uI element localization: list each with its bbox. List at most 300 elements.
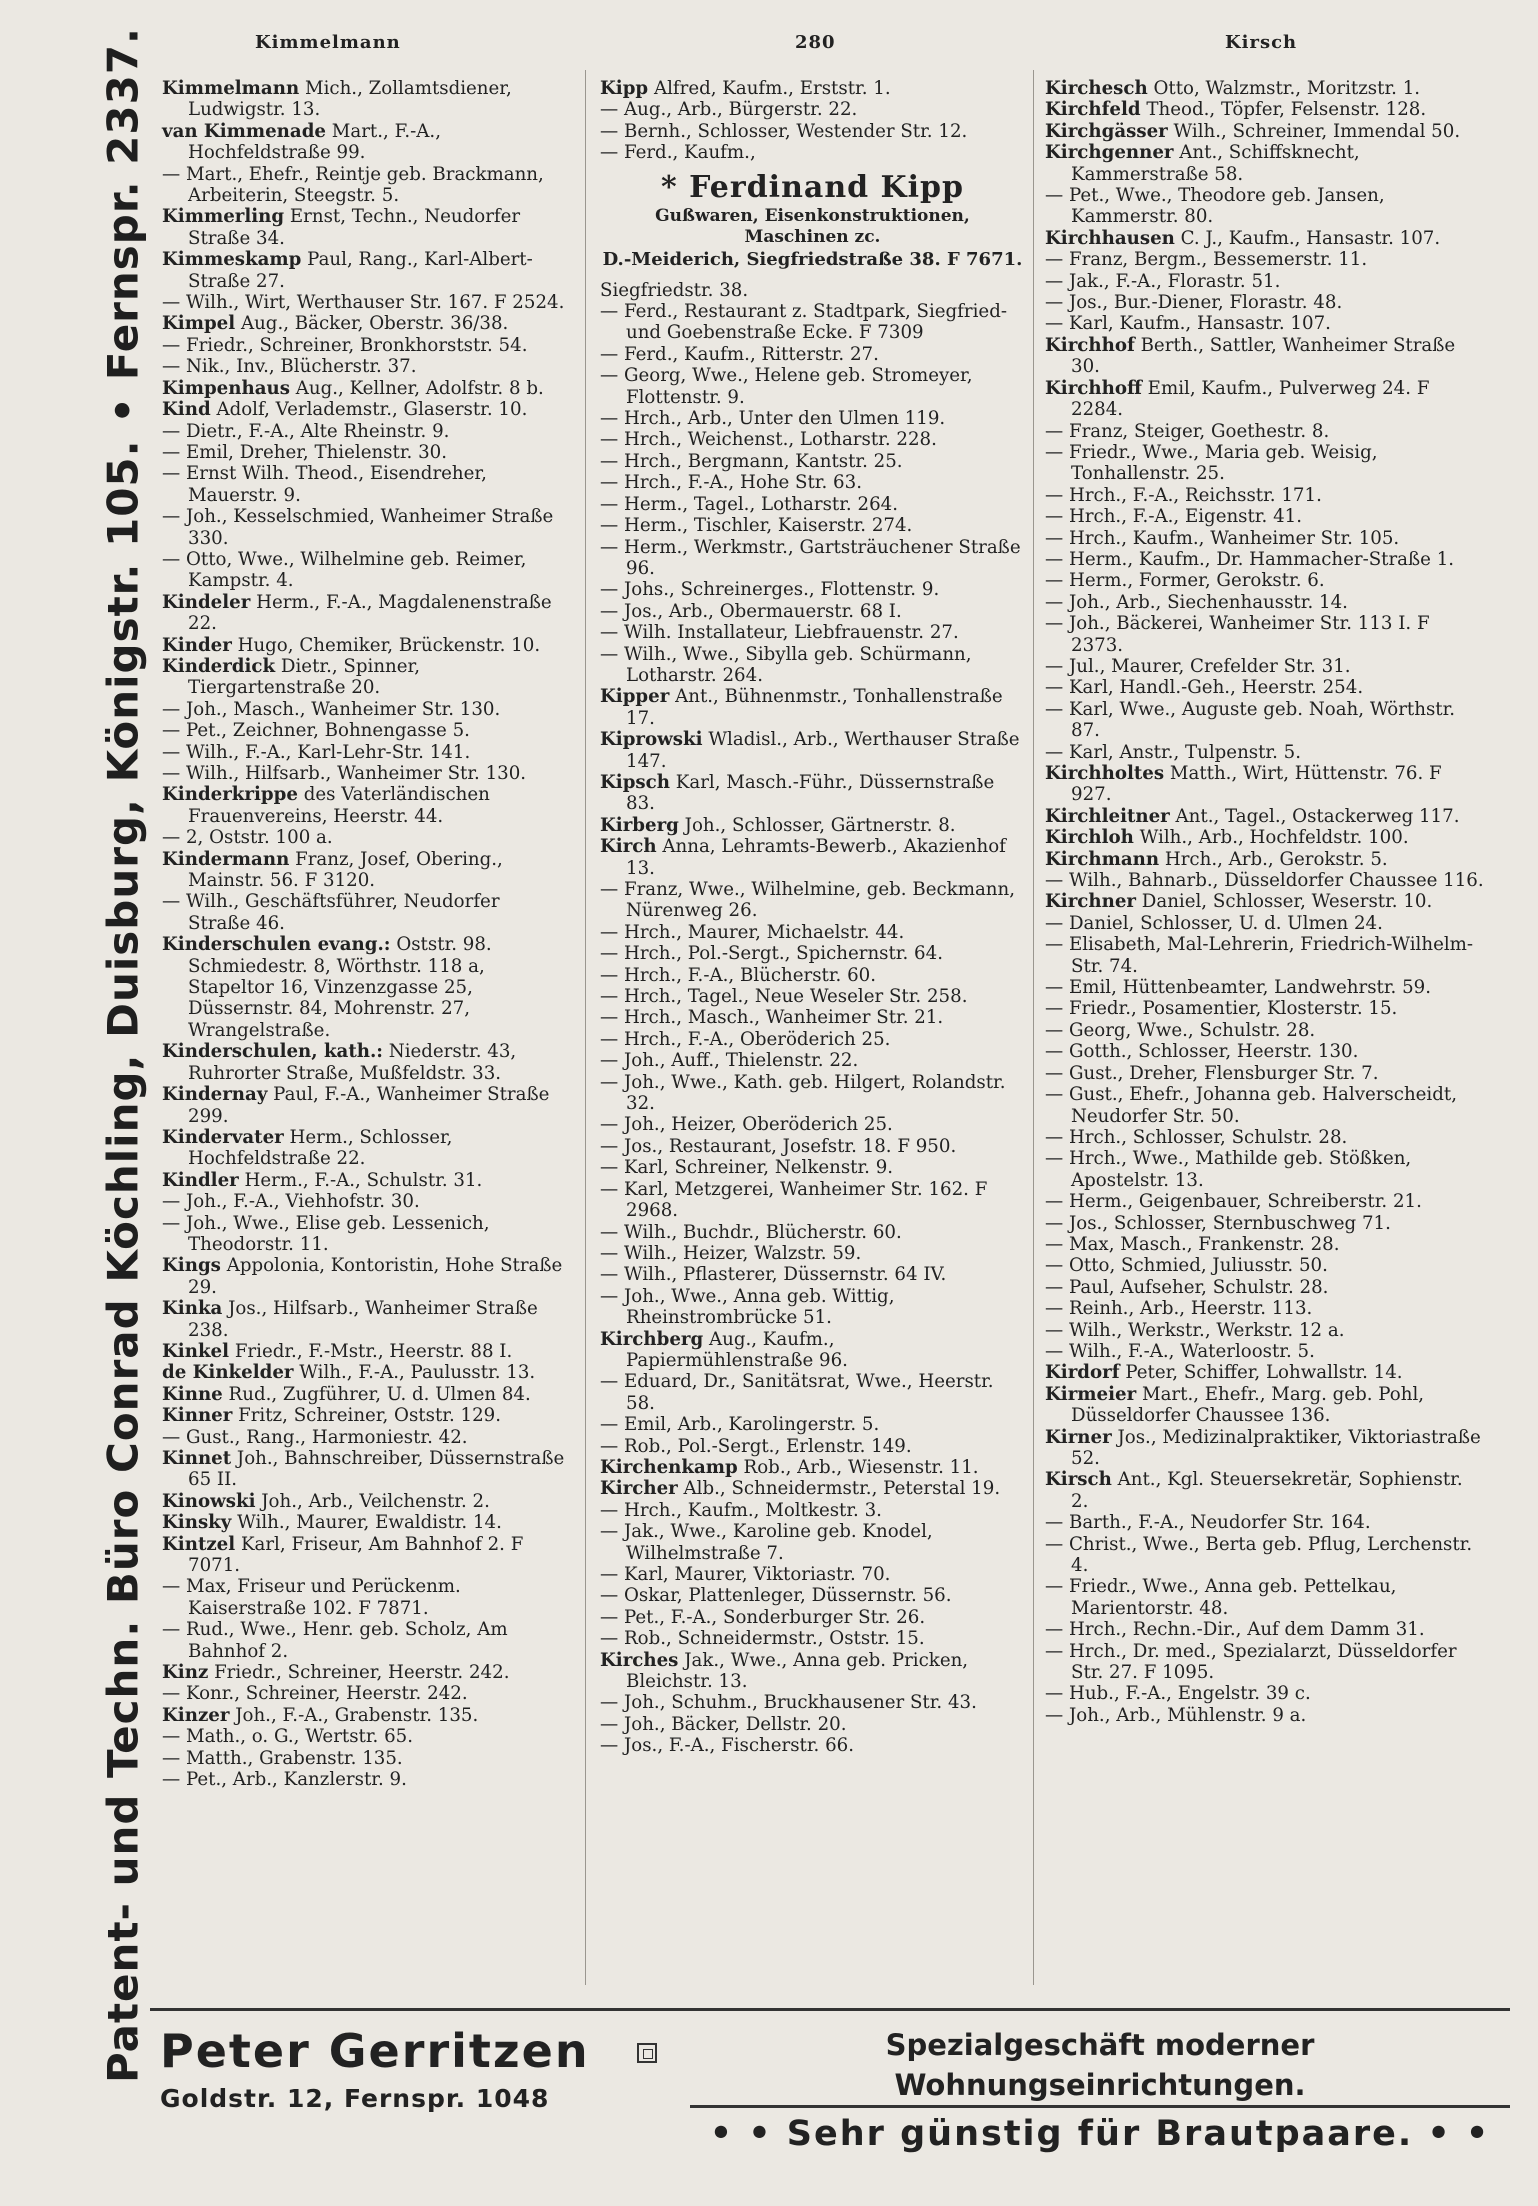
directory-entry — [1045, 1148, 1485, 1191]
directory-entry — [1045, 827, 1485, 848]
entry-surname: Kipsch — [600, 771, 670, 793]
entry-details: — Hrch., F.-A., Blücherstr. 60. — [600, 964, 877, 986]
directory-entry — [1045, 1277, 1485, 1298]
entry-details: — Herm., Tischler, Kaiserstr. 274. — [600, 515, 913, 537]
directory-entry — [162, 292, 567, 313]
kipp-ad-name: * Ferdinand Kipp — [661, 169, 964, 205]
entry-details: — Elisabeth, Mal-Lehrerin, Friedrich-Wilhelm-Str. 74. — [1045, 934, 1474, 977]
directory-entry — [600, 1478, 1025, 1499]
directory-entry — [600, 1286, 1025, 1329]
kipp-ad-address: D.-Meiderich, Siegfriedstraße 38. F 7671. — [602, 248, 1023, 270]
entry-details: Karl, Masch.-Führ., Düssernstraße 83. — [626, 771, 995, 815]
entry-details: Mich., Zollamtsdiener, Ludwigstr. 13. — [188, 78, 512, 121]
entry-surname: Kirchleitner — [1045, 805, 1170, 827]
entry-surname: Kinowski — [162, 1490, 256, 1512]
entry-surname: Kirch — [600, 836, 657, 858]
directory-entry — [162, 742, 567, 763]
directory-entry — [600, 1628, 1025, 1649]
bottom-ad-company — [160, 2023, 640, 2119]
directory-entry — [162, 1748, 567, 1769]
entry-details: — Joh., F.-A., Viehhofstr. 30. — [162, 1191, 420, 1213]
directory-entry — [600, 1264, 1025, 1285]
entry-details: — Friedr., Schreiner, Bronkhorststr. 54. — [162, 334, 528, 356]
directory-entry — [1045, 891, 1485, 912]
directory-entry — [1045, 485, 1485, 506]
entry-details: — Pet., F.-A., Sonderburger Str. 26. — [600, 1606, 926, 1628]
directory-entry — [600, 601, 1025, 622]
entry-surname: Kirchgenner — [1045, 142, 1174, 164]
entry-details: — Herm., Former, Gerokstr. 6. — [1045, 570, 1325, 592]
entry-details: — Pet., Arb., Kanzlerstr. 9. — [162, 1769, 407, 1791]
entry-details: — Hrch., Pol.-Sergt., Spichernstr. 64. — [600, 943, 943, 965]
entry-surname: Kindler — [162, 1169, 239, 1191]
directory-entry — [1045, 1534, 1485, 1577]
directory-entry — [1045, 335, 1485, 378]
entry-details: Joh., Schlosser, Gärtnerstr. 8. — [678, 814, 956, 836]
directory-entry — [600, 1585, 1025, 1606]
directory-entry — [1045, 99, 1485, 120]
directory-entry — [600, 1714, 1025, 1735]
directory-entry — [1045, 1362, 1485, 1383]
entry-details: — Jak., Wwe., Karoline geb. Knodel, Wilhelmstraße 7. — [600, 1521, 933, 1564]
directory-entry — [1045, 913, 1485, 934]
entry-details: — Karl, Handl.-Geh., Heerstr. 254. — [1045, 677, 1364, 699]
entry-surname: Kindermann — [162, 848, 290, 870]
column-divider — [585, 70, 586, 1985]
entry-details: — Hrch., Maurer, Michaelstr. 44. — [600, 921, 905, 943]
directory-entry — [600, 965, 1025, 986]
directory-entry — [162, 1726, 567, 1747]
entry-details: Rud., Zugführer, U. d. Ulmen 84. — [222, 1383, 531, 1405]
entry-details: — Ernst Wilh. Theod., Eisendreher, Mauerstr. 9. — [162, 463, 487, 506]
directory-entry — [600, 121, 1025, 142]
entry-surname: Kirchner — [1045, 891, 1136, 913]
directory-entry — [1045, 549, 1485, 570]
entry-surname: Kings — [162, 1255, 221, 1277]
entry-surname: Kirchenkamp — [600, 1456, 738, 1478]
directory-entry — [1045, 442, 1485, 485]
entry-details: — Jos., F.-A., Fischerstr. 66. — [600, 1735, 855, 1757]
entry-details: — Math., o. G., Wertstr. 65. — [162, 1726, 414, 1748]
directory-entry — [162, 1427, 567, 1448]
directory-entry — [162, 549, 567, 592]
directory-entry — [1045, 806, 1485, 827]
entry-surname: Kimmeskamp — [162, 249, 302, 271]
entry-details: Herm., F.-A., Schulstr. 31. — [238, 1169, 483, 1191]
directory-entry — [162, 934, 567, 1041]
directory-entry — [162, 656, 567, 699]
directory-entry — [1045, 1213, 1485, 1234]
kipp-ad-line2: Maschinen zc. — [744, 226, 881, 247]
entry-details: — Wilh., Hilfsarb., Wanheimer Str. 130. — [162, 763, 527, 784]
directory-entry — [600, 1457, 1025, 1478]
entry-details: Aug., Kaufm., Papiermühlenstraße 96. — [626, 1328, 848, 1371]
header-right-keyword: Kirsch — [1225, 32, 1298, 53]
entry-details: — Herm., Werkmstr., Gartsträuchener Straße 96. — [600, 536, 1021, 579]
directory-entry — [1045, 78, 1485, 99]
directory-entry — [1045, 1512, 1485, 1533]
entry-details: — Bernh., Schlosser, Westender Str. 12. — [600, 120, 968, 142]
directory-entry — [1045, 742, 1485, 763]
entry-details: — Ferd., Kaufm., Ritterstr. 27. — [600, 343, 879, 365]
entry-details: — Otto, Schmied, Juliusstr. 50. — [1045, 1255, 1328, 1277]
entry-details: — Joh., Bäckerei, Wanheimer Str. 113 I. F 2373. — [1045, 613, 1430, 656]
directory-entry — [600, 1521, 1025, 1564]
entry-details: Wilh., Arb., Hochfeldstr. 100. — [1133, 827, 1409, 849]
directory-entry — [162, 1341, 567, 1362]
entry-details: Herm., F.-A., Magdalenenstraße 22. — [188, 591, 552, 635]
directory-entry — [162, 1512, 567, 1533]
directory-entry — [162, 1362, 567, 1383]
entry-details: — Ferd., Kaufm., — [600, 142, 756, 164]
entry-details: Hrch., Arb., Gerokstr. 5. — [1159, 848, 1388, 870]
directory-entry — [1045, 421, 1485, 442]
ornament-icon — [637, 2043, 657, 2063]
entry-details: — Wilh., Buchdr., Blücherstr. 60. — [600, 1221, 902, 1243]
entry-details: Daniel, Schlosser, Weserstr. 10. — [1135, 891, 1433, 913]
entry-details: — Eduard, Dr., Sanitätsrat, Wwe., Heerstr. 58. — [600, 1371, 994, 1414]
entry-details: — Franz, Bergm., Bessemerstr. 11. — [1045, 249, 1368, 271]
entry-surname: Kinzer — [162, 1704, 230, 1726]
entry-details: — Hrch., F.-A., Oberöderich 25. — [600, 1028, 891, 1050]
directory-entry — [600, 1414, 1025, 1435]
entry-details: — Aug., Arb., Bürgerstr. 22. — [600, 99, 858, 121]
directory-entry — [600, 579, 1025, 600]
entry-surname: Kinner — [162, 1405, 233, 1427]
column-2 — [600, 78, 1025, 1757]
entry-surname: Kinka — [162, 1298, 223, 1320]
entry-details: — Paul, Aufseher, Schulstr. 28. — [1045, 1276, 1329, 1298]
entry-surname: Kirchloh — [1045, 827, 1134, 849]
directory-entry — [1045, 1469, 1485, 1512]
entry-details: — Joh., Arb., Mühlenstr. 9 a. — [1045, 1704, 1307, 1726]
directory-entry — [162, 635, 567, 656]
directory-entry — [162, 1448, 567, 1491]
directory-entry — [600, 451, 1025, 472]
directory-entry — [600, 922, 1025, 943]
entry-details: Anna, Lehramts-Bewerb., Akazienhof 13. — [626, 836, 1006, 879]
entry-details: — Gust., Dreher, Flensburger Str. 7. — [1045, 1062, 1379, 1084]
directory-entry — [1045, 1127, 1485, 1148]
directory-entry — [600, 1029, 1025, 1050]
directory-entry — [1045, 1084, 1485, 1127]
directory-entry — [162, 1705, 567, 1726]
entry-surname: Kirdorf — [1045, 1362, 1120, 1384]
entry-details: — Georg, Wwe., Helene geb. Stromeyer, Flottenstr. 9. — [600, 365, 973, 408]
directory-entry — [162, 720, 567, 741]
directory-entry — [162, 1084, 567, 1127]
directory-entry — [600, 515, 1025, 536]
entry-surname: Kirchmann — [1045, 848, 1160, 870]
bottom-ad-specialty: Spezialgeschäft moderner Wohnungseinrichtungen. — [690, 2025, 1510, 2108]
directory-entry — [1045, 228, 1485, 249]
directory-entry — [600, 1114, 1025, 1135]
entry-details: Otto, Walzmstr., Moritzstr. 1. — [1147, 78, 1421, 99]
entry-details: Herm., Schlosser, Hochfeldstraße 22. — [188, 1126, 453, 1170]
directory-entry — [600, 1157, 1025, 1178]
entry-details: — Joh., Heizer, Oberöderich 25. — [600, 1114, 893, 1136]
entry-surname: Kipper — [600, 686, 670, 708]
directory-entry — [1045, 998, 1485, 1019]
entry-details: Friedr., F.-Mstr., Heerstr. 88 I. — [229, 1340, 513, 1362]
entry-details: Mart., F.-A., Hochfeldstraße 99. — [188, 120, 441, 164]
directory-entry — [1045, 763, 1485, 806]
entry-details: Matth., Wirt, Hüttenstr. 76. F 927. — [1071, 763, 1442, 806]
entry-details: — Hrch., Kaufm., Wanheimer Str. 105. — [1045, 527, 1400, 549]
entry-details: Hugo, Chemiker, Brückenstr. 10. — [231, 634, 541, 656]
entry-details: — Joh., Auff., Thielenstr. 22. — [600, 1050, 859, 1072]
directory-entry — [1045, 1576, 1485, 1619]
directory-entry — [600, 772, 1025, 815]
entry-details: — Barth., F.-A., Neudorfer Str. 164. — [1045, 1512, 1371, 1534]
entry-details: — Karl, Wwe., Auguste geb. Noah, Wörthstr. 87. — [1045, 698, 1456, 742]
entry-surname: Kirchholtes — [1045, 763, 1165, 784]
directory-entry — [162, 827, 567, 848]
entry-details: Jak., Wwe., Anna geb. Pricken, Bleichstr. 13. — [626, 1649, 969, 1693]
entry-details: Mart., Ehefr., Marg. geb. Pohl, Düsseldorfer Chaussee 136. — [1071, 1383, 1425, 1427]
entry-details: — Karl, Metzgerei, Wanheimer Str. 162. F 2968. — [600, 1178, 988, 1222]
entry-details: — Jos., Restaurant, Josefstr. 18. F 950. — [600, 1135, 957, 1157]
entry-details: — Hrch., F.-A., Hohe Str. 63. — [600, 472, 862, 494]
bottom-ad-slogan-block — [690, 2025, 1510, 2160]
entry-details: — Johs., Schreinerges., Flottenstr. 9. — [600, 579, 940, 601]
directory-entry — [162, 78, 567, 121]
entry-details: — Joh., Arb., Siechenhausstr. 14. — [1045, 591, 1348, 613]
entry-surname: Kindervater — [162, 1126, 284, 1148]
directory-entry — [1045, 1191, 1485, 1212]
directory-entry — [1045, 1705, 1485, 1726]
entry-surname: Kirberg — [600, 814, 679, 836]
directory-entry — [600, 986, 1025, 1007]
directory-entry — [600, 429, 1025, 450]
directory-entry — [600, 1436, 1025, 1457]
directory-entry — [600, 1050, 1025, 1071]
entry-details: — Herm., Kaufm., Dr. Hammacher-Straße 1. — [1045, 548, 1455, 570]
entry-details: — Mart., Ehefr., Reintje geb. Brackmann, Arbeiterin, Steegstr. 5. — [162, 163, 544, 207]
entry-surname: Kipp — [600, 78, 649, 99]
directory-entry — [600, 1243, 1025, 1264]
entry-details: — Joh., Wwe., Elise geb. Lessenich, Theodorstr. 11. — [162, 1212, 490, 1255]
directory-entry — [1045, 1683, 1485, 1704]
directory-entry — [1045, 313, 1485, 334]
directory-entry — [162, 1405, 567, 1426]
entry-details: Joh., Arb., Veilchenstr. 2. — [255, 1490, 490, 1512]
entry-details: Ant., Tagel., Ostackerweg 117. — [1169, 805, 1460, 827]
entry-surname: Kinderschulen evang.: — [162, 934, 391, 956]
directory-entry — [162, 592, 567, 635]
entry-surname: Kirchberg — [600, 1328, 704, 1350]
directory-entry — [162, 378, 567, 399]
entry-surname: Kinder — [162, 634, 232, 656]
directory-entry — [162, 356, 567, 377]
entry-surname: Kinderkrippe — [162, 784, 298, 806]
directory-entry — [162, 1213, 567, 1256]
entry-details: — Joh., Bäcker, Dellstr. 20. — [600, 1713, 847, 1735]
entry-details: Franz, Josef, Obering., Mainstr. 56. F 3120. — [188, 848, 503, 892]
entry-surname: Kinz — [162, 1662, 209, 1684]
directory-entry — [600, 1371, 1025, 1414]
entry-details: Ant., Bühnenmstr., Tonhallenstraße 17. — [626, 686, 1003, 729]
directory-entry — [600, 408, 1025, 429]
entry-details: — Hrch., Dr. med., Spezialarzt, Düsseldorfer Str. 27. F 1095. — [1045, 1640, 1457, 1684]
entry-details: — Hrch., Masch., Wanheimer Str. 21. — [600, 1007, 944, 1029]
directory-entry — [162, 1191, 567, 1212]
directory-entry — [1045, 656, 1485, 677]
directory-entry — [600, 729, 1025, 772]
entry-details: — Wilh., Bahnarb., Düsseldorfer Chaussee 116. — [1045, 870, 1484, 892]
entry-details: — Herm., Tagel., Lotharstr. 264. — [600, 493, 898, 515]
directory-entry — [1045, 142, 1485, 185]
entry-details: — Franz, Steiger, Goethestr. 8. — [1045, 420, 1330, 442]
entry-details: — Joh., Kesselschmied, Wanheimer Straße 330. — [162, 506, 554, 549]
directory-entry — [600, 1007, 1025, 1028]
entry-surname: Kinderschulen, kath.: — [162, 1041, 383, 1063]
directory-entry — [162, 463, 567, 506]
entry-details: — Joh., Wwe., Anna geb. Wittig, Rheinstrombrücke 51. — [600, 1285, 895, 1329]
directory-entry — [600, 815, 1025, 836]
entry-details: — Friedr., Wwe., Anna geb. Pettelkau, Marientorstr. 48. — [1045, 1576, 1397, 1619]
directory-entry — [1045, 1041, 1485, 1062]
directory-entry — [162, 421, 567, 442]
entry-details: Wilh., Maurer, Ewaldistr. 14. — [231, 1512, 502, 1534]
directory-entry — [162, 249, 567, 292]
entry-details: Adolf, Verlademstr., Glaserstr. 10. — [210, 399, 528, 421]
entry-details: Friedr., Schreiner, Heerstr. 242. — [208, 1662, 510, 1684]
entry-details: — Otto, Wwe., Wilhelmine geb. Reimer, Kampstr. 4. — [162, 548, 527, 592]
entry-details: — Wilh., Geschäftsführer, Neudorfer Straße 46. — [162, 891, 500, 934]
directory-entry — [1045, 506, 1485, 527]
directory-entry — [600, 1692, 1025, 1713]
entry-details: — Max, Friseur und Perückenm. Kaiserstraße 102. F 7871. — [162, 1576, 461, 1619]
entry-surname: Kirsch — [1045, 1469, 1112, 1491]
directory-entry — [1045, 570, 1485, 591]
directory-entry — [600, 1136, 1025, 1157]
entry-details: Rob., Arb., Wiesenstr. 11. — [737, 1456, 979, 1478]
directory-entry — [1045, 870, 1485, 891]
directory-entry — [600, 836, 1025, 879]
entry-details: — Wilh., F.-A., Waterloostr. 5. — [1045, 1340, 1315, 1362]
directory-entry — [162, 506, 567, 549]
entry-surname: Kirchgässer — [1045, 120, 1168, 142]
entry-surname: de Kinkelder — [162, 1362, 294, 1384]
directory-entry — [1045, 528, 1485, 549]
entry-details: — Franz, Wwe., Wilhelmine, geb. Beckmann, Nürenweg 26. — [600, 879, 1015, 922]
entry-surname: Kirchesch — [1045, 78, 1148, 99]
entry-surname: Kimmerling — [162, 206, 285, 228]
entry-details: — Wilh., Heizer, Walzstr. 59. — [600, 1242, 862, 1264]
directory-entry — [1045, 934, 1485, 977]
entry-details: — Wilh., Wwe., Sibylla geb. Schürmann, Lotharstr. 264. — [600, 643, 972, 686]
entry-details: — Hrch., Rechn.-Dir., Auf dem Damm 31. — [1045, 1619, 1425, 1641]
entry-surname: Kintzel — [162, 1533, 236, 1555]
entry-details: — Gust., Rang., Harmoniestr. 42. — [162, 1426, 468, 1448]
directory-entry — [162, 121, 567, 164]
directory-entry — [162, 1534, 567, 1577]
entry-details: — Emil, Arb., Karolingerstr. 5. — [600, 1414, 880, 1436]
side-advertisement-text: Patent- und Techn. Büro Conrad Köchling, Duisburg, Königstr. 105. • Fernspr. 2337. — [98, 26, 148, 2084]
entry-details: — Nik., Inv., Blücherstr. 37. — [162, 356, 417, 378]
column-3 — [1045, 78, 1485, 1726]
entry-surname: Kinsky — [162, 1512, 232, 1534]
kipp-advertisement — [600, 170, 1025, 272]
entry-details: Paul, F.-A., Wanheimer Straße 299. — [188, 1084, 550, 1127]
entry-surname: Kinnet — [162, 1448, 232, 1469]
entry-details: — Wilh., F.-A., Karl-Lehr-Str. 141. — [162, 741, 471, 763]
directory-entry — [600, 365, 1025, 408]
entry-details: — Reinh., Arb., Heerstr. 113. — [1045, 1298, 1313, 1320]
entry-details: — Pet., Wwe., Theodore geb. Jansen, Kammerstr. 80. — [1045, 185, 1385, 228]
entry-surname: Kirner — [1045, 1426, 1112, 1448]
entry-details: — Joh., Masch., Wanheimer Str. 130. — [162, 698, 501, 720]
entry-details: Fritz, Schreiner, Oststr. 129. — [232, 1405, 502, 1427]
entry-details: — Hrch., F.-A., Eigenstr. 41. — [1045, 506, 1302, 528]
directory-entry — [162, 1041, 567, 1084]
directory-entry — [162, 849, 567, 892]
kipp-ad-line1: Gußwaren, Eisenkonstruktionen, — [655, 205, 970, 226]
directory-entry — [1045, 1063, 1485, 1084]
entry-details: — Karl, Maurer, Viktoriastr. 70. — [600, 1564, 891, 1585]
entry-details: — Jos., Schlosser, Sternbuschweg 71. — [1045, 1212, 1391, 1234]
bottom-advertisement — [150, 2008, 1510, 2154]
entry-details: — Rob., Schneidermstr., Oststr. 15. — [600, 1628, 925, 1650]
directory-entry — [1045, 1384, 1485, 1427]
directory-entry — [162, 1769, 567, 1790]
directory-entry — [1045, 249, 1485, 270]
directory-entry — [162, 1298, 567, 1341]
entry-details: Alfred, Kaufm., Erststr. 1. — [648, 78, 891, 99]
directory-entry — [1045, 1255, 1485, 1276]
entry-details: — Hrch., Wwe., Mathilde geb. Stößken, Apostelstr. 13. — [1045, 1148, 1412, 1191]
entry-details: C. J., Kaufm., Hansastr. 107. — [1174, 227, 1441, 249]
directory-entry — [1045, 1341, 1485, 1362]
entry-details: — Dietr., F.-A., Alte Rheinstr. 9. — [162, 420, 450, 442]
entry-details: — Christ., Wwe., Berta geb. Pflug, Lerchenstr. 4. — [1045, 1533, 1473, 1577]
entry-details: — Joh., Schuhm., Bruckhausener Str. 43. — [600, 1692, 977, 1714]
entry-details: Jos., Hilfsarb., Wanheimer Straße 238. — [188, 1298, 538, 1341]
entry-details: — Gust., Ehefr., Johanna geb. Halverscheidt, Neudorfer Str. 50. — [1045, 1084, 1457, 1127]
directory-entry — [162, 313, 567, 334]
directory-entry — [600, 1222, 1025, 1243]
directory-entry — [600, 943, 1025, 964]
directory-entry — [1045, 1298, 1485, 1319]
entry-surname: Kimmelmann — [162, 78, 300, 99]
page-number: 280 — [795, 32, 836, 53]
entry-details: — Karl, Kaufm., Hansastr. 107. — [1045, 313, 1331, 335]
side-advertisement — [78, 26, 168, 2084]
entry-details: — Wilh., Wirt, Werthauser Str. 167. F 2524. — [162, 292, 565, 314]
directory-entry — [162, 1170, 567, 1191]
directory-entry — [600, 78, 1025, 99]
directory-entry — [600, 1179, 1025, 1222]
directory-entry — [1045, 613, 1485, 656]
entry-details: Ant., Kgl. Steuersekretär, Sophienstr. 2. — [1071, 1469, 1463, 1512]
entry-details: Ant., Schiffsknecht, Kammerstraße 58. — [1071, 142, 1360, 185]
directory-entry — [600, 1500, 1025, 1521]
directory-entry — [162, 1619, 567, 1662]
entry-details: — Daniel, Schlosser, U. d. Ulmen 24. — [1045, 912, 1383, 934]
directory-entry — [162, 763, 567, 784]
column-divider — [1033, 70, 1034, 1985]
entry-details: Emil, Kaufm., Pulverweg 24. F 2284. — [1071, 377, 1430, 421]
entry-details: — Hub., F.-A., Engelstr. 39 c. — [1045, 1683, 1311, 1705]
directory-entry — [600, 472, 1025, 493]
directory-entry — [600, 344, 1025, 365]
directory-entry — [162, 699, 567, 720]
directory-entry — [600, 494, 1025, 515]
entry-details: — Wilh., Pflasterer, Düssernstr. 64 IV. — [600, 1264, 947, 1286]
entry-details: — Hrch., Schlosser, Schulstr. 28. — [1045, 1126, 1348, 1148]
directory-entry — [600, 1564, 1025, 1585]
